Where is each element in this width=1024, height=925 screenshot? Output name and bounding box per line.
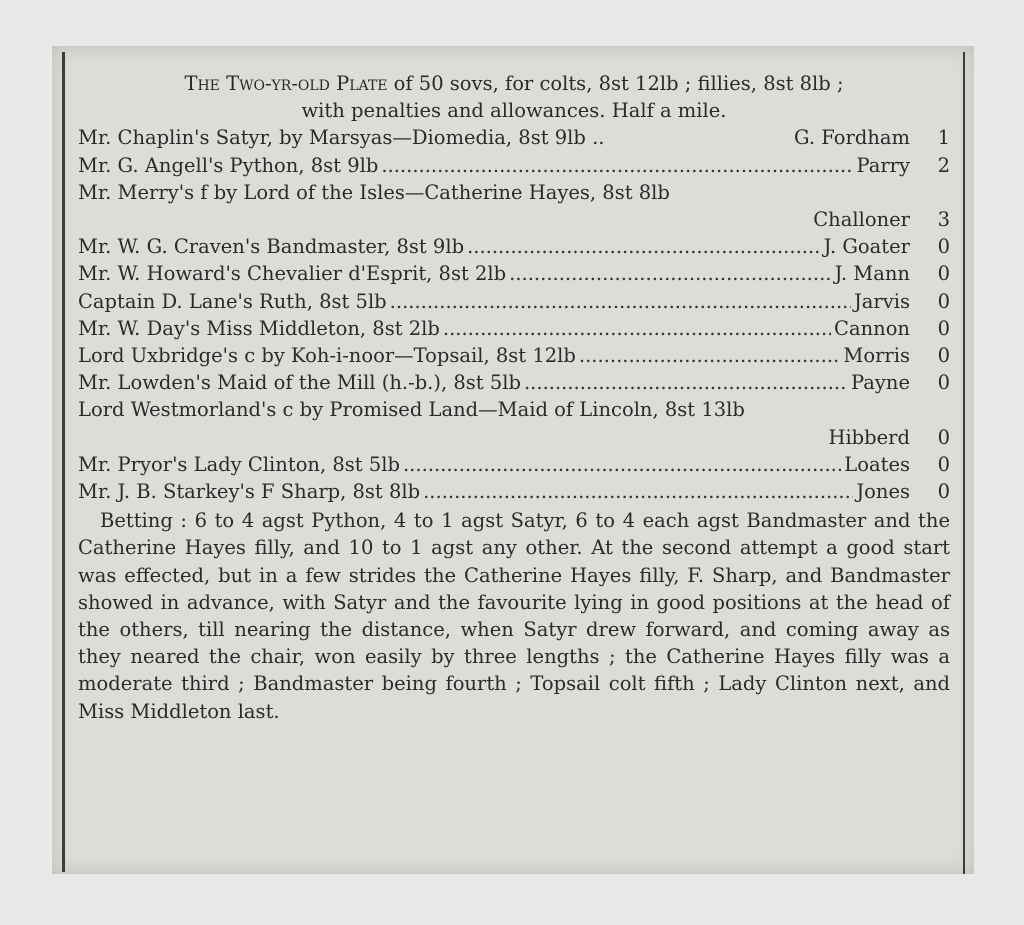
race-heading-line2: with penalties and allowances. Half a mile. [301,99,727,123]
race-heading-line1 [78,70,950,97]
dot-leader [381,152,853,179]
entry-row [78,152,950,179]
entry-row [78,315,950,342]
jockey-name: Jarvis [853,289,910,313]
dot-leader [390,288,851,315]
jockey-name: Cannon [834,316,910,340]
horse-owner-text: Mr. G. Angell's Python, 8st 9lb [78,153,379,177]
placing: 0 [937,289,950,313]
entry-row [78,179,950,233]
entry-row [78,288,950,315]
horse-owner-text: Mr. W. Day's Miss Middleton, 8st 2lb [78,316,440,340]
dot-leader [443,315,831,342]
horse-owner-text: Mr. W. Howard's Chevalier d'Esprit, 8st 2lb [78,262,507,286]
jockey-name: Jones [856,480,910,504]
jockey-name: J. Goater [823,235,910,259]
horse-owner-text: Lord Uxbridge's c by Koh-i-noor—Topsail, 8st 12lb [78,344,576,368]
entry-row [78,369,950,396]
race-conditions: of 50 sovs, for colts, 8st 12lb ; fillies, 8st 8lb ; [387,72,844,95]
placing: 3 [937,208,950,232]
race-result-column [78,70,950,725]
placing: 0 [937,316,950,340]
entry-row [78,451,950,478]
dot-leader [423,478,853,505]
jockey-name: Challoner [813,208,910,232]
entry-row [78,233,950,260]
left-column-rule [62,52,65,872]
placing: 0 [937,344,950,368]
horse-owner-text: Mr. Lowden's Maid of the Mill (h.-b.), 8st 5lb [78,371,521,395]
jockey-line [78,206,950,233]
race-name: The Two-yr-old Plate [184,72,388,95]
dot-leader [403,451,841,478]
placing: 0 [937,480,950,504]
entry-row [78,396,950,450]
horse-owner-text: Lord Westmorland's c by Promised Land—Maid of Lincoln, 8st 13lb [78,398,745,422]
placing: 0 [937,235,950,259]
jockey-line [78,424,950,451]
horse-owner-text: Mr. Chaplin's Satyr, by Marsyas—Diomedia, 8st 9lb .. [78,126,605,150]
jockey-name: G. Fordham [794,126,910,150]
entry-row [78,124,950,151]
jockey-name: J. Mann [834,262,910,286]
dot-leader [509,260,831,287]
dot-leader [467,233,821,260]
entry-row [78,342,950,369]
entry-row [78,260,950,287]
race-report-paragraph: Betting : 6 to 4 agst Python, 4 to 1 agst Satyr, 6 to 4 each agst Bandmaster and the Catherine Hayes filly, and 10 to 1 agst any other. At the second attempt a good start was effected, but in a few strides the Catherine Hayes filly, F. Sharp, and Bandmaster showed in advance, with Satyr and the favourite lying in good positions at the head of the others, till nearing the distance, when Satyr drew forward, and coming away as they neared the chair, won easily by three lengths ; the Catherine Hayes filly was a moderate third ; Bandmaster being fourth ; Topsail colt fifth ; Lady Clinton next, and Miss Middleton last. [78,509,950,723]
jockey-name: Loates [844,452,910,476]
jockey-name: Parry [856,153,910,177]
jockey-name: Morris [843,344,910,368]
race-report [78,507,950,725]
placing: 1 [937,126,950,150]
placing: 0 [937,371,950,395]
dot-leader [579,342,841,369]
horse-owner-text: Mr. W. G. Craven's Bandmaster, 8st 9lb [78,235,465,259]
right-column-rule [963,52,965,874]
dot-leader [524,369,848,396]
placing: 0 [937,262,950,286]
jockey-name: Payne [851,371,910,395]
race-heading [78,70,950,124]
placing: 0 [937,452,950,476]
horse-owner-text: Mr. J. B. Starkey's F Sharp, 8st 8lb [78,480,421,504]
horse-owner-text: Mr. Merry's f by Lord of the Isles—Catherine Hayes, 8st 8lb [78,180,670,204]
horse-owner-text: Mr. Pryor's Lady Clinton, 8st 5lb [78,452,400,476]
horse-owner-text: Captain D. Lane's Ruth, 8st 5lb [78,289,387,313]
placing: 0 [937,425,950,449]
entry-row [78,478,950,505]
jockey-name: Hibberd [828,425,910,449]
placing: 2 [937,153,950,177]
